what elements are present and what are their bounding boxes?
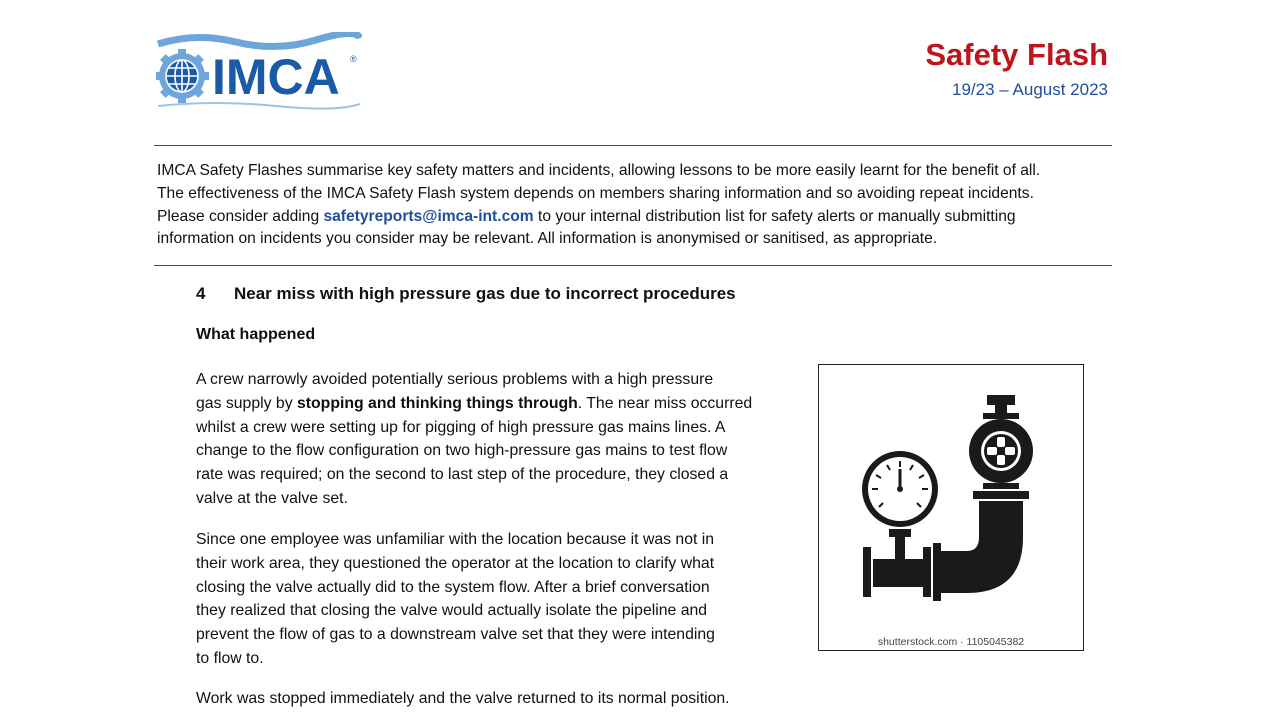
image-credit: shutterstock.com · 1105045382 <box>877 636 1025 648</box>
intro-line: information on incidents you consider may be relevant. All information is anonymised or sanitised, as appropriate. <box>157 230 938 248</box>
body-line <box>196 392 806 416</box>
body-paragraph <box>196 528 806 671</box>
pipe-illustration <box>818 364 1084 651</box>
body-line: prevent the flow of gas to a downstream valve set that they were intending <box>196 626 715 644</box>
body-line: A crew narrowly avoided potentially serious problems with a high pressure <box>196 371 714 388</box>
intro-text: Please consider adding <box>157 207 324 225</box>
intro-line: IMCA Safety Flashes summarise key safety matters and incidents, allowing lessons to be more easily learnt for the benefit of all. <box>157 162 1041 179</box>
intro-paragraph <box>157 160 1117 251</box>
header-divider <box>154 145 1112 146</box>
imca-logo <box>156 32 362 112</box>
logo-text: IMCA <box>212 49 340 105</box>
body-line: change to the flow configuration on two high-pressure gas mains to test flow <box>196 442 728 460</box>
issue-date: 19/23 – August 2023 <box>952 80 1108 99</box>
body-paragraph <box>196 687 806 711</box>
header-title-block <box>925 36 1108 102</box>
page-title: Safety Flash <box>925 37 1108 72</box>
subheading: What happened <box>196 326 316 343</box>
section-heading <box>196 284 736 304</box>
body-line: closing the valve actually did to the system flow. After a brief conversation <box>196 578 710 596</box>
body-line: to flow to. <box>196 649 264 667</box>
intro-line: The effectiveness of the IMCA Safety Flash system depends on members sharing information and so avoiding repeat incidents. <box>157 184 1034 202</box>
intro-divider <box>154 265 1112 266</box>
body-text: . The near miss occurred <box>577 394 753 412</box>
body-line: whilst a crew were setting up for pigging of high pressure gas mains lines. A <box>196 418 726 436</box>
intro-text: to your internal distribution list for safety alerts or manually submitting <box>533 207 1016 225</box>
intro-line <box>157 206 1117 229</box>
body-paragraph <box>196 368 806 511</box>
section-number: 4 <box>196 284 206 303</box>
body-line: their work area, they questioned the operator at the location to clarify what <box>196 554 715 572</box>
section-title: Near miss with high pressure gas due to incorrect procedures <box>234 284 736 303</box>
pipe-valve-gauge-icon <box>819 365 1083 635</box>
body-line: rate was required; on the second to last step of the procedure, they closed a <box>196 466 729 484</box>
body-line: they realized that closing the valve would actually isolate the pipeline and <box>196 602 708 620</box>
body-emphasis: stopping and thinking things through <box>296 394 578 412</box>
body-line: Since one employee was unfamiliar with the location because it was not in <box>196 531 715 548</box>
body-line: valve at the valve set. <box>196 489 348 507</box>
svg-text:®: ® <box>350 54 357 64</box>
email-link[interactable]: safetyreports@imca-int.com <box>323 207 534 225</box>
body-text: gas supply by <box>196 394 297 412</box>
body-line: Work was stopped immediately and the valve returned to its normal position. <box>196 690 730 707</box>
